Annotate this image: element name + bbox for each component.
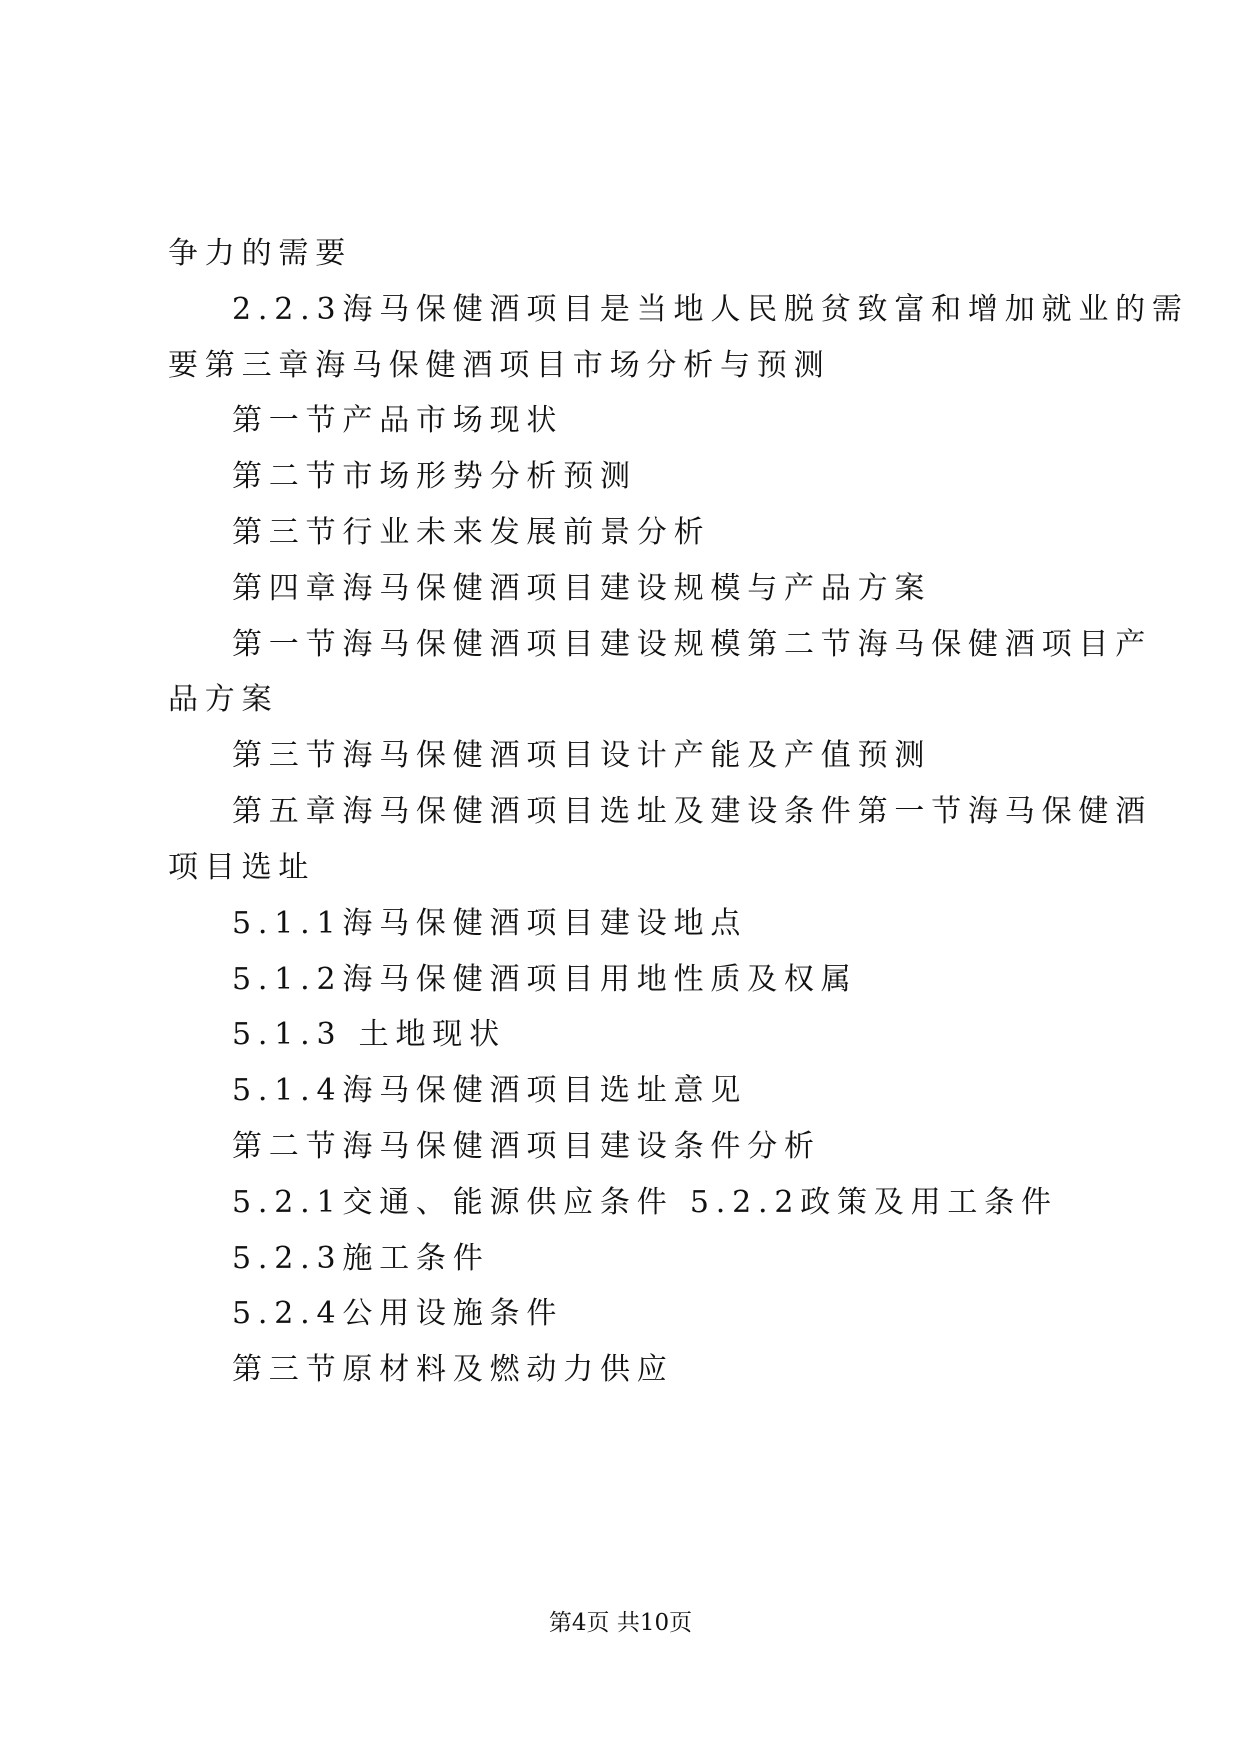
text-line: 第五章海马保健酒项目选址及建设条件第一节海马保健酒 [232, 794, 1152, 829]
text-line: 第三节海马保健酒项目设计产能及产值预测 [232, 738, 932, 773]
text-line: 5.2.1交通、能源供应条件 5.2.2政策及用工条件 [232, 1185, 1058, 1220]
page-number-footer: 第4页 共10页 [548, 1610, 693, 1636]
text-line: 5.1.4海马保健酒项目选址意见 [232, 1073, 748, 1108]
text-line: 5.1.3 土地现状 [232, 1017, 506, 1052]
text-line: 要第三章海马保健酒项目市场分析与预测 [168, 348, 831, 383]
text-line: 第一节产品市场现状 [232, 403, 564, 438]
text-line: 5.1.2海马保健酒项目用地性质及权属 [232, 962, 858, 997]
text-line: 第一节海马保健酒项目建设规模第二节海马保健酒项目产 [232, 627, 1152, 662]
text-line: 项目选址 [168, 850, 316, 885]
text-line: 第三节行业未来发展前景分析 [232, 515, 711, 550]
text-line: 5.2.4公用设施条件 [232, 1296, 564, 1331]
text-line: 5.1.1海马保健酒项目建设地点 [232, 906, 748, 941]
text-line: 5.2.3施工条件 [232, 1241, 490, 1276]
text-line: 第四章海马保健酒项目建设规模与产品方案 [232, 571, 932, 606]
text-line: 第二节市场形势分析预测 [232, 459, 637, 494]
text-line: 2.2.3海马保健酒项目是当地人民脱贫致富和增加就业的需 [232, 292, 1189, 327]
text-line: 第三节原材料及燃动力供应 [232, 1352, 674, 1387]
text-line: 品方案 [168, 682, 279, 717]
text-line: 第二节海马保健酒项目建设条件分析 [232, 1129, 821, 1164]
text-line: 争力的需要 [168, 236, 352, 271]
